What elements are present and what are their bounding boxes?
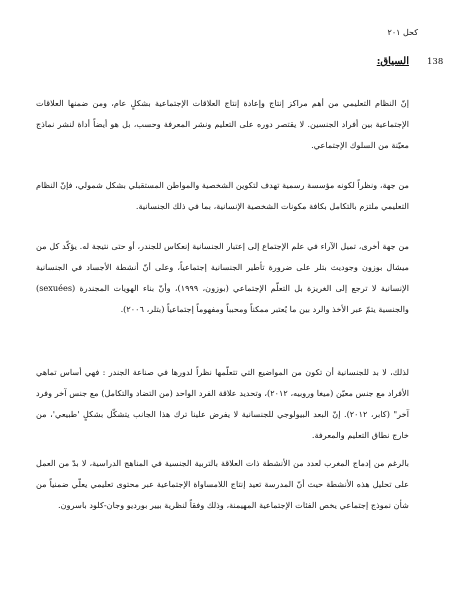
paragraph-text: من جهة أخرى، تميل الآراء في علم الإجتماع إلى إعتبار الجنسانية إنعكاس للجندر، أو حتى نتيجة له. يؤكّد كل من ميشال بوزون وجوديث بتلر على ضرورة تأطير الجنسانية إجتماعياً، وعلى أنّ أنشطة الأجساد في الجنسانية الإنسانية لا ترجع إلى الغريزة بل التعلّم الإجتماعي (بوزون، ١٩٩٩)، وأنّ بناء الهويات المجندرة (sexuées) والجنسية يتمّ عبر الأخذ والرد بين ما يُعتبر ممكناً ومحبباً ومفهوماً إجتماعياً (بتلر، ٢٠٠٦). [36, 241, 409, 314]
paragraph-text: لذلك، لا بد للجنسانية أن تكون من المواضيع التي تتعلّمها نظراً لدورها في صناعة الجندر : فهي أساس تماهي الأفراد مع جنس معيّن (ميغا وروبيه، ٢٠١٢)، وتحديد علاقة الفرد الواحد (من التضاد والتكامل) مع جنس آخر وفرد آخر" (كابر، ٢٠١٢). إنّ البعد البيولوجي للجنسانية لا يفرض علينا ترك هذا الجانب يتشكّل بشكلٍ 'طبيعي'، من خارج نطاق التعليم والمعرفة. [36, 367, 409, 440]
section-title: السياق: [376, 56, 409, 67]
running-head: كحل ٢٠١ [387, 28, 418, 37]
paragraph-sociology-views [36, 236, 409, 320]
paragraph-text: من جهة، ونظراً لكونه مؤسسة رسمية تهدف لتكوين الشخصية والمواطن المستقبلي بشكل شمولي، فإنّ النظام التعليمي ملتزم بالتكامل بكافة مكونات الشخصية الإنسانية، بما في ذلك الجنسانية. [36, 180, 409, 211]
paragraph-morocco-curriculum [36, 453, 409, 516]
page-number: 138 [427, 57, 444, 67]
paragraph-text: بالرغم من إدماج المغرب لعدد من الأنشطة ذات العلاقة بالتربية الجنسية في المناهج الدراسية، لا بدّ من العمل على تحليل هذه الأنشطة حيث أنّ المدرسة تعيد إنتاج اللامساواة الإجتماعية عبر محتوى تعليمي يعلّي ضمنياً من شأن نموذج إجتماعي يخص الفئات الإجتماعية المهيمنة، وذلك وفقاً لنظرية بيير بورديو وجان-كلود باسرون. [36, 458, 409, 510]
paragraph-formal-institution [36, 175, 409, 217]
paragraph-education-system [36, 93, 409, 156]
paragraph-text: إنّ النظام التعليمي من أهم مراكز إنتاج وإعادة إنتاج العلاقات الإجتماعية بشكلٍ عام، ومن ضمنها العلاقات الإجتماعية بين أفراد الجنسين. لا يقتصر دوره على التعليم ونشر المعرفة وحسب، بل هو أيضاً أداة لنشر نماذج معيّنة من السلوك الإجتماعي. [36, 98, 409, 150]
paragraph-gender-construction [36, 362, 409, 446]
